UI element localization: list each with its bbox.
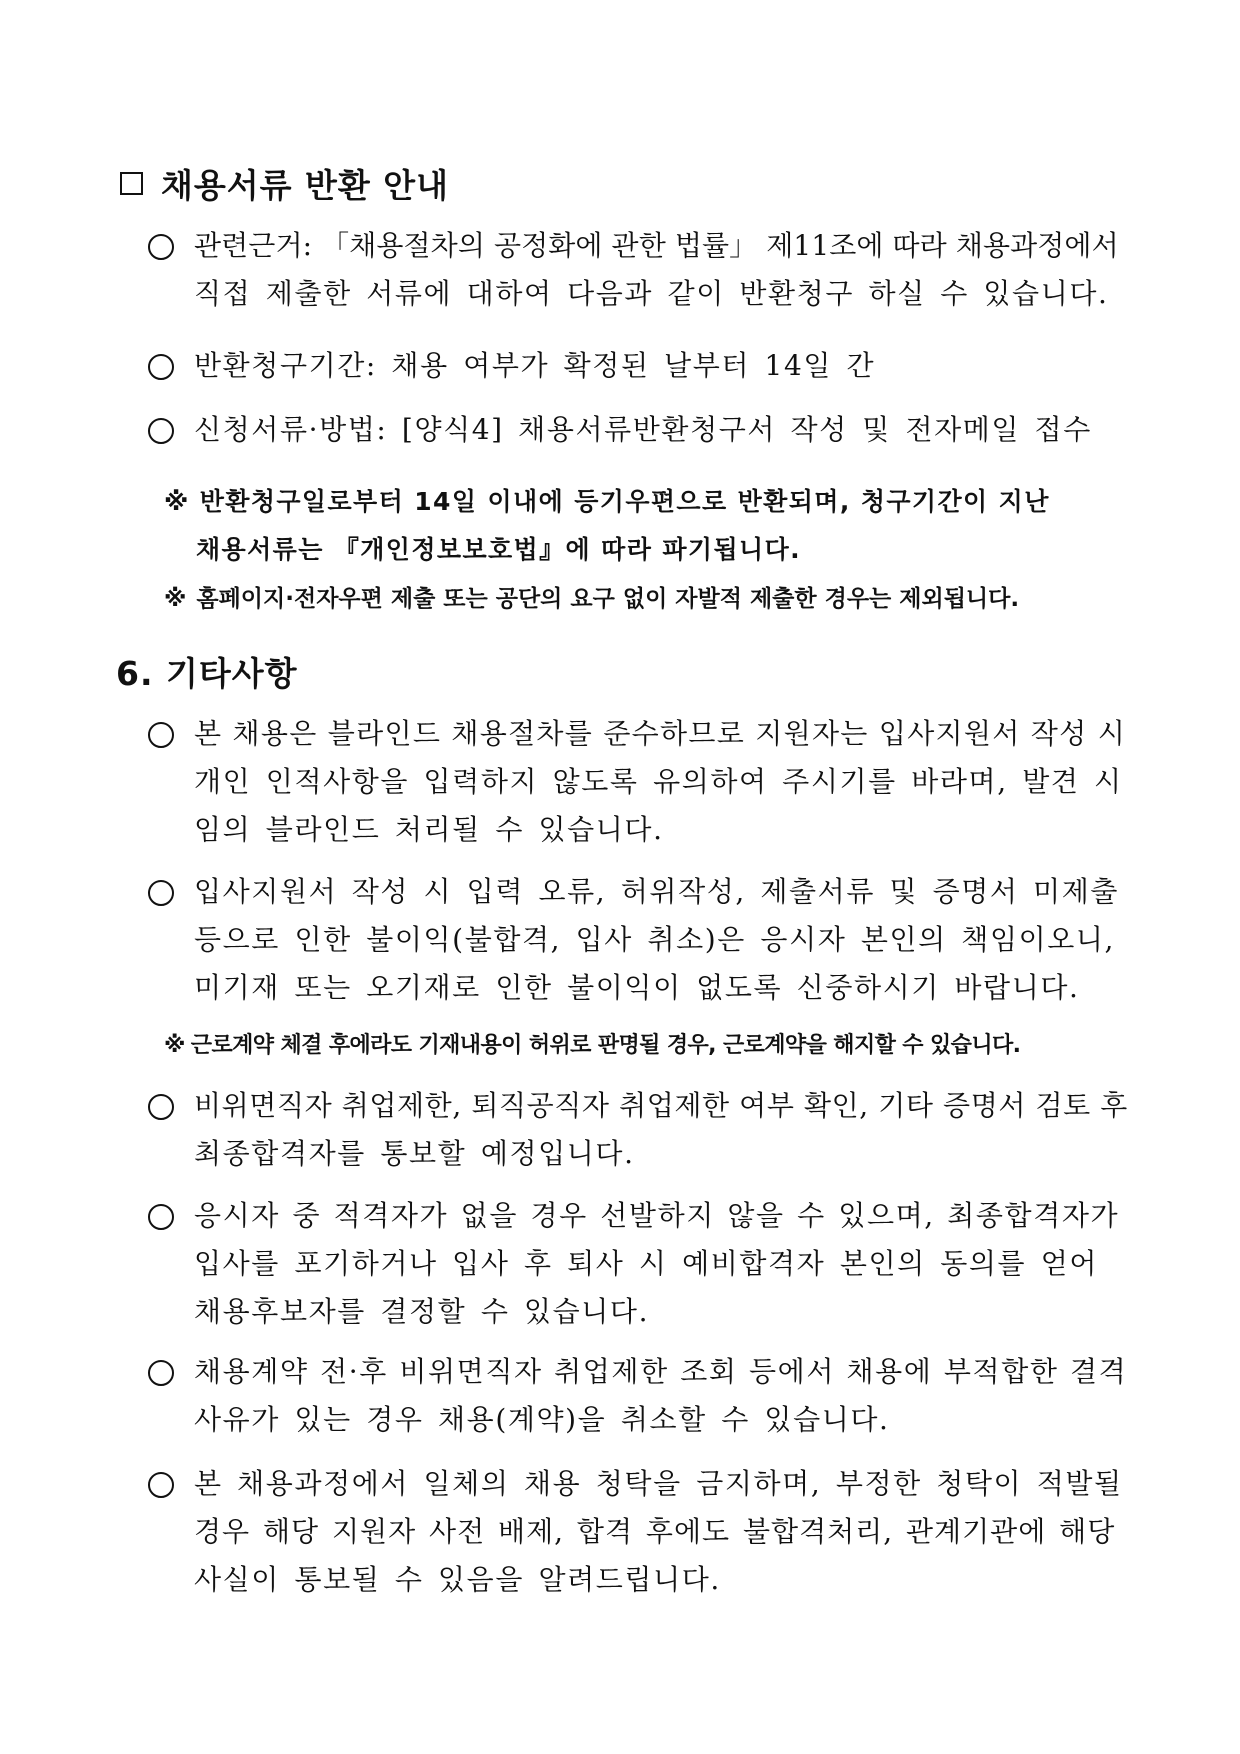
reference-mark: ※ [164,586,187,612]
section-title: 6. 기타사항 [116,654,298,693]
note-item [164,580,1019,613]
item-text-line: 직접 제출한 서류에 대하여 다음과 같이 반환청구 하실 수 있습니다. [194,277,1109,310]
note-text-line: 근로계약 체결 후에라도 기재내용이 허위로 판명될 경우, 근로계약을 해지할 수 있습니다. [190,1033,1021,1058]
reference-mark: ※ [164,1033,185,1058]
item-text-line: 응시자 중 적격자가 없을 경우 선발하지 않을 수 있으며, 최종합격자가 [194,1199,1120,1232]
item-text-line: 사실이 통보될 수 있음을 알려드립니다. [194,1563,721,1596]
item-text-line: 본 채용은 블라인드 채용절차를 준수하므로 지원자는 입사지원서 작성 시 [194,717,1127,750]
circle-bullet-icon [148,354,174,380]
circle-bullet-icon [148,880,174,906]
item-text-line: 개인 인적사항을 입력하지 않도록 유의하여 주시기를 바라며, 발견 시 [194,765,1123,798]
section-heading-other [116,648,298,695]
note-text-line: 홈페이지·전자우편 제출 또는 공단의 요구 없이 자발적 제출한 경우는 제외됩니다. [196,586,1020,612]
circle-bullet-icon [148,722,174,748]
item-text-line: 채용계약 전·후 비위면직자 취업제한 조회 등에서 채용에 부적합한 결격 [194,1355,1128,1388]
item-text-line: 입사지원서 작성 시 입력 오류, 허위작성, 제출서류 및 증명서 미제출 [194,875,1120,908]
item-text-line: 임의 블라인드 처리될 수 있습니다. [194,813,664,846]
item-text-line: 신청서류·방법: [양식4] 채용서류반환청구서 작성 및 전자메일 접수 [194,413,1092,446]
section-heading-return [120,160,449,207]
note-text-line: 채용서류는 『개인정보보호법』에 따라 파기됩니다. [196,535,802,564]
item-text-line: 관련근거: 「채용절차의 공정화에 관한 법률」 제11조에 따라 채용과정에서 [194,229,1119,262]
circle-bullet-icon [148,1472,174,1498]
item-text-line: 채용후보자를 결정할 수 있습니다. [194,1295,650,1328]
item-text-line: 비위면직자 취업제한, 퇴직공직자 취업제한 여부 확인, 기타 증명서 검토 후 [194,1089,1128,1122]
circle-bullet-icon [148,1204,174,1230]
item-text-line: 미기재 또는 오기재로 인한 불이익이 없도록 신중하시기 바랍니다. [194,971,1080,1004]
note-text-line: 반환청구일로부터 14일 이내에 등기우편으로 반환되며, 청구기간이 지난 [199,487,1050,516]
item-text-line: 본 채용과정에서 일체의 채용 청탁을 금지하며, 부정한 청탁이 적발될 [194,1467,1123,1500]
item-text-line: 최종합격자를 통보할 예정입니다. [194,1137,635,1170]
checkbox-square-icon [120,172,143,195]
item-text-line: 입사를 포기하거나 입사 후 퇴사 시 예비합격자 본인의 동의를 얻어 [194,1247,1099,1280]
circle-bullet-icon [148,234,174,260]
reference-mark: ※ [164,487,190,516]
note-item [164,482,1050,564]
section-title: 채용서류 반환 안내 [161,166,450,205]
note-item [164,1028,1020,1059]
circle-bullet-icon [148,1360,174,1386]
item-text-line: 사유가 있는 경우 채용(계약)을 취소할 수 있습니다. [194,1403,890,1436]
item-text-line: 등으로 인한 불이익(불합격, 입사 취소)은 응시자 본인의 책임이오니, [194,923,1116,956]
item-text-line: 반환청구기간: 채용 여부가 확정된 날부터 14일 간 [194,349,876,382]
item-text-line: 경우 해당 지원자 사전 배제, 합격 후에도 불합격처리, 관계기관에 해당 [194,1515,1116,1548]
circle-bullet-icon [148,418,174,444]
circle-bullet-icon [148,1094,174,1120]
